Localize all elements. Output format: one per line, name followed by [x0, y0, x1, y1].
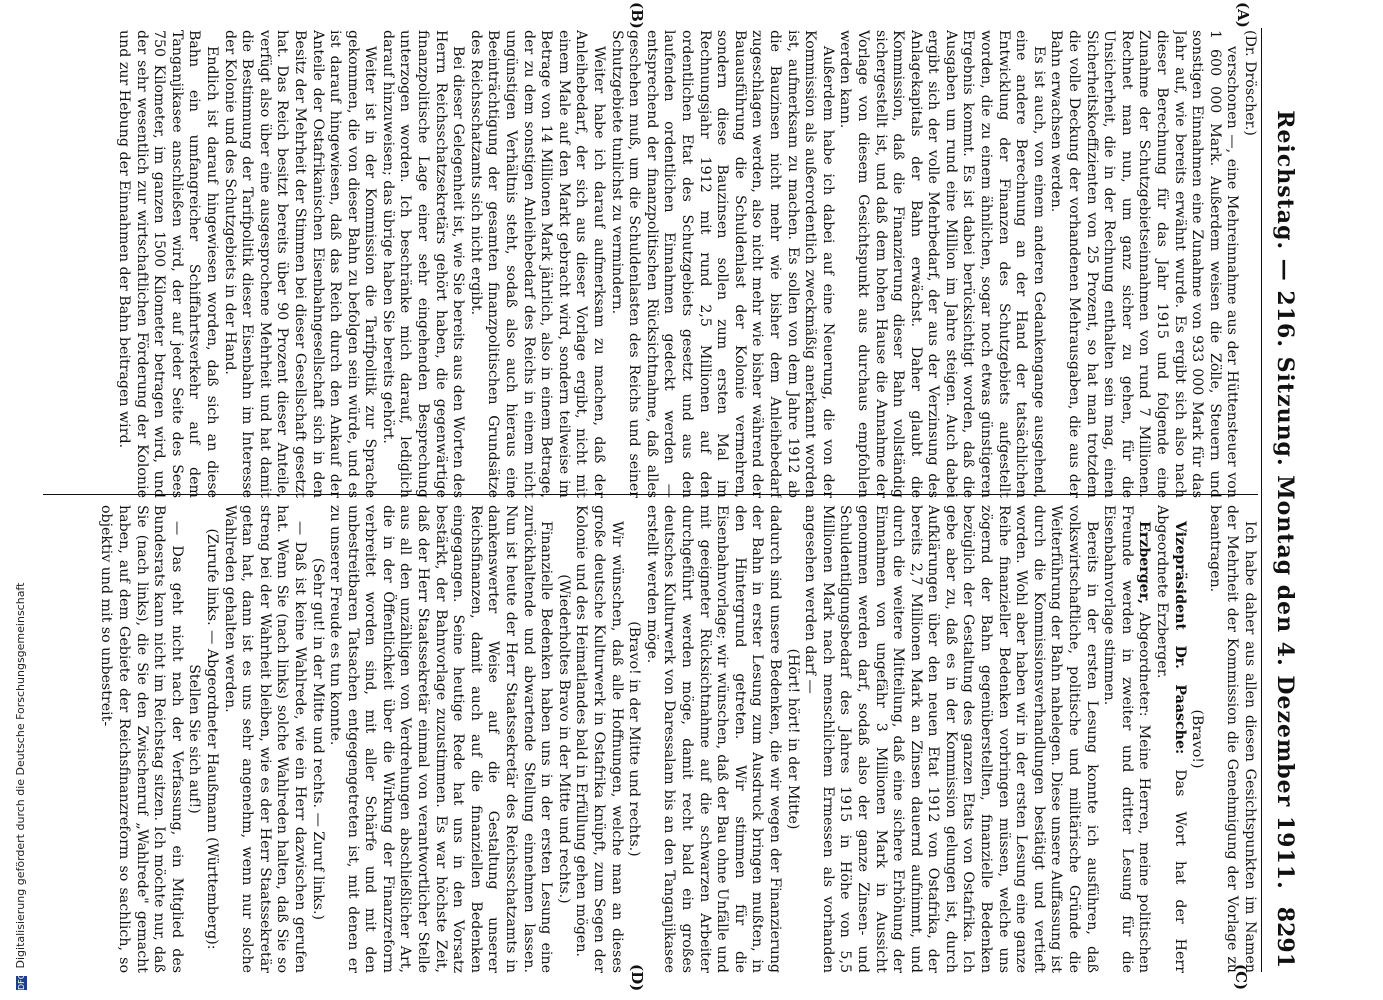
dfg-logo: DFG — [16, 973, 26, 990]
text-paragraph: Endlich ist darauf hingewiesen worden, daß sich an diese Bahn ein umfangreicher Schiffahrtsverkehr auf dem Tanganjikasee anschließen wird, der auf jeder Seite des Sees 750 Kilometer, im ganzen 1500 Kilometer betragen wird, und der sehr wesentlich zur wirtschaftlichen Förderung der Kolonie und zur Hebung der Einnahmen der Bahn beitragen wird. — [116, 30, 220, 498]
text-paragraph: Weiter ist in der Kommission die Tarifpolitik zur Sprache gekommen, die von dieser Bahn zu befolgen sein würde, und es ist darauf hingewiesen, daß das Reich durch den Ankauf der Anteile der Ostafrikanischen Eisenbahngesellschaft sich in den Besitz der Mehrheit der Stimmen bei dieser Gesellschaft gesetzt hat. Das Reich besitzt bereits über 90 Prozent dieser Anteile, verfügt also über eine ausgesprochene Mehrheit und hat damit die Bestimmung der Tarifpolitik dieser Eisenbahn im Interesse der Kolonie und des Schutzgebiets in der Hand. — [221, 30, 379, 498]
left-column — [43, 30, 1258, 498]
margin-mark-a: (A) — [1234, 2, 1252, 28]
text-paragraph: Ich habe daher aus allen diesen Gesichtspunkten im Namen der Mehrheit der Kommission die Genehmigung der Vorlage zu beantragen. — [1206, 505, 1258, 973]
margin-mark-d: (D) — [628, 964, 646, 992]
footer-credit — [14, 0, 30, 990]
text-paragraph: Bereits in der ersten Lesung konnte ich ausführen, daß volkswirtschaftliche, politische und militärische Gründe die Weiterführung der Bahn nahelegen. Diese unsere Auffassung ist durch die Kommissionsverhandlungen bestätigt und vertieft worden. Wohl aber haben wir in der ersten Lesung eine ganze Reihe finanzieller Bedenken vorbringen müssen, welche uns zögernd der Bahn gegenüberstellten, finanzielle Bedenken bezüglich der Gestaltung des ganzen Etats von Ostafrika. Ich gebe aber zu, daß es in der Kommission gelungen ist, durch Aufklärungen über den neuen Etat 1912 von Ostafrika, der bereits 2,7 Millionen Mark an Zinsen dauernd aufnimmt, und durch die weitere Mitteilung, daß eine sichere Erhöhung der Einnahmen von ungefähr 3 Millionen Mark in Aussicht genommen werden darf, sodaß also der ganze Zinsen- und Schuldentilgungsbedarf des Jahres 1915 in Höhe von 5,5 Millionen Mark nach menschlichem Ermessen als vorhanden angesehen werden darf — — [802, 505, 1100, 973]
interjection: (Hört! hört! in der Mitte) — [784, 648, 801, 830]
text-paragraph: — Das geht nicht nach der Verfassung, ein Mitglied des Bundesrats kann nicht im Reichstag sitzen. Ich möchte nur, daß Sie (nach links), die Sie den Zwischenruf „Wahlrede" gemacht haben, auf dem Gebiete der Reichsfinanzreform so sachlich, so objektiv und mit so unbestreit- — [98, 505, 185, 973]
interjection: (Bravo!) — [1189, 709, 1206, 769]
text-paragraph: — Daß ist keine Wahlrede, wie ein Herr dazwischen gerufen hat. Wenn Sie (nach links) solche Wahlreden halten, daß Sie so streng bei der Wahrheit bleiben, wie es der Herr Staatssekretär getan hat, dann ist es uns sehr angenehm, wenn nur solche Wahlreden gehalten werden. — [221, 505, 308, 973]
speaker-paragraph — [1152, 505, 1187, 973]
text-paragraph: Weiter habe ich darauf aufmerksam zu machen, daß der Anleihebedarf, der sich aus dieser Vorlage ergibt, nicht mit einem Male auf den Markt gebracht wird, sondern teilweise im Betrage von 14 Millionen Mark jährlich, also in einem Betrage, der zu dem sonstigen Anleihebedarf des Reichs in einem nicht ungünstigen Verhältnis steht, sodaß also auch hieraus eine Beeinträchtigung der gesamten finanzpolitischen Grundsätze des Reichsschatzamts sich nicht ergibt. — [467, 30, 608, 498]
text-paragraph: Bei dieser Gelegenheit ist, wie Sie bereits aus den Worten des Herrn Reichsschatzsekretärs gehört haben, die gegenwärtige finanzpolitische Lage einer sehr eingehenden Besprechung unterzogen worden. Ich beschränke mich darauf, lediglich darauf hinzuweisen; das übrige haben Sie bereits gehört. — [379, 30, 467, 498]
footer-text: Digitalisierung gefördert durch die Deutsche Forschungsgemeinschaft — [14, 582, 27, 969]
text-paragraph: verschonen —, eine Mehreinnahme aus der Hüttensteuer von 1 600 000 Mark. Außerdem weisen die Zölle, Steuern und sonstigen Einnahmen eine Zunahme von 933 000 Mark für das Jahr auf, wie bereits erwähnt wurde. Es ergibt sich also nach dieser Berechnung für das Jahr 1915 und folgende eine Zunahme der Schutzgebietseinnahmen von rund 7 Millionen. Rechnet man nun, um ganz sicher zu gehen, für die Unsicherheit, die in der Rechnung enthalten sein mag, einen Sicherheitskoeffizienten von 25 Prozent, so hat man trotzdem die volle Deckung der vorhandenen Mehrausgaben, die aus der Bahn erwachsen werden. — [1048, 30, 1241, 498]
speaker-text: Das Wort hat der Herr Abgeordnete Erzberger. — [1154, 505, 1188, 973]
page-number: 8291 — [1272, 906, 1298, 968]
margin-mark-b: (B) — [628, 2, 646, 29]
margin-mark-c: (C) — [1232, 964, 1250, 991]
speaker-name: Vizepräsident Dr. Paasche: — [1171, 521, 1188, 755]
text-paragraph: Außerdem habe ich dabei auf eine Neuerung, die von der Kommission als außerordentlich zweckmäßig anerkannt worden ist, aufmerksam zu machen. Es sollen von dem Jahre 1912 ab die Bauzinsen nicht mehr wie bisher dem Anleihebedarf zugeschlagen werden, also nicht mehr wie bisher während der Bauausführung die Schuldenlast der Kolonie vermehren, sondern diese Bauzinsen sollen zum ersten Mal im Rechnungsjahr 1912 mit rund 2,5 Millionen auf den ordentlichen Etat des Schutzgebiets gesetzt und aus den laufenden ordentlichen Einnahmen gedeckt werden — entsprechend der finanzpolitischen Rücksichtnahme, daß alles geschehen muß, um die Schuldenlasten des Reichs und seiner Schutzgebiete tunlichst zu vermindern. — [608, 30, 836, 498]
text-paragraph: Finanzielle Bedenken haben uns in der ersten Lesung eine zurückhaltende und abwartende Stellung einnehmen lassen. Nun ist heute der Herr Staatssekretär des Reichsschatzamts in dankenswerter Weise auf die Gestaltung unserer Reichsfinanzen, damit auch auf die finanziellen Bedenken eingegangen. Seine heutige Rede hat uns in den Vorsatz bestärkt, der Bahnvorlage zuzustimmen. Es war höchste Zeit, daß der Herr Staatssekretär einmal von verantwortlicher Stelle aus all den unzähligen von Verdrehungen abschließlicher Art, die in der Öffentlichkeit über die Wirkung der Finanzreform verbreitet worden sind, mit aller Schärfe und mit den unbestreitbaren Tatsachen entgegengetreten ist, mit denen er zu unserer Freude es tun konnte. — [327, 505, 555, 973]
text-paragraph: dadurch sind unsere Bedenken, die wir wegen der Finanzierung der Bahn in erster Lesung zum Ausdruck bringen mußten, in den Hintergrund getreten. Wir stimmen für die Eisenbahnvorlage; wir wünschen, daß der Bau ohne Unfälle und mit geeigneter Rücksichtnahme auf die schwarzen Arbeiter durchgeführt werden möge, damit recht bald ein großes deutsches Kulturwerk von Daressalam bis an den Tanganjikasee erstellt werden möge. — [643, 505, 783, 973]
right-column — [43, 505, 1258, 973]
column-divider — [43, 494, 1258, 495]
speaker-paragraph — [1100, 505, 1153, 973]
interjection: (Wiederholtes Bravo in der Mitte und rechts.) — [555, 574, 572, 904]
text-paragraph: (Dr. Dröscher.) — [1242, 30, 1258, 136]
text-paragraph: Es ist auch, von einem anderen Gedankengange ausgehend, eine andere Berechnung an der Hand der tatsächlichen Entwicklung der Finanzen des Schutzgebiets aufgestellt worden, die zu einem ähnlichen, sogar noch etwas günstigeren Ergebnis kommt. Es ist dabei berücksichtigt worden, daß die Ausgaben um rund eine Million im Jahre steigen. Auch dabei ergibt sich der volle Mehrbedarf, der aus der Verzinsung des Anlagekapitals der Bahn erwächst. Daher glaubt die Kommission, daß die Finanzierung dieser Bahn vollständig sichergestellt ist, und daß dem hohen Hause die Annahme der Vorlage von diesem Gesichtspunkt aus durchaus empfohlen werden kann. — [837, 30, 1047, 498]
interjection: (Sehr gut! in der Mitte und rechts. — Zuruf links.) — [309, 557, 326, 921]
text-paragraph: Wir wünschen, daß alle Hoffnungen, welche man an dieses große deutsche Kulturwerk in Ostafrika knüpft, zum Segen der Kolonie und des Heimatlandes bald in Erfüllung gehen mögen. — [573, 505, 625, 973]
interjection: (Zurufe links. — Abgeordneter Haußmann (Württemberg): Stellen Sie sich auf!) — [186, 528, 220, 950]
page-header — [1261, 28, 1306, 972]
speaker-text: Abgeordneter: Meine Herren, meine politischen Freunde werden in zweiter und dritter Lesung für die Eisenbahnvorlage stimmen. — [1101, 505, 1153, 973]
page-title: Reichstag. — 216. Sitzung. Montag den 4. Dezember 1911. — [1272, 110, 1298, 890]
interjection: (Bravo! in der Mitte und rechts.) — [626, 621, 643, 857]
speaker-name: Erzberger, — [1136, 521, 1153, 605]
